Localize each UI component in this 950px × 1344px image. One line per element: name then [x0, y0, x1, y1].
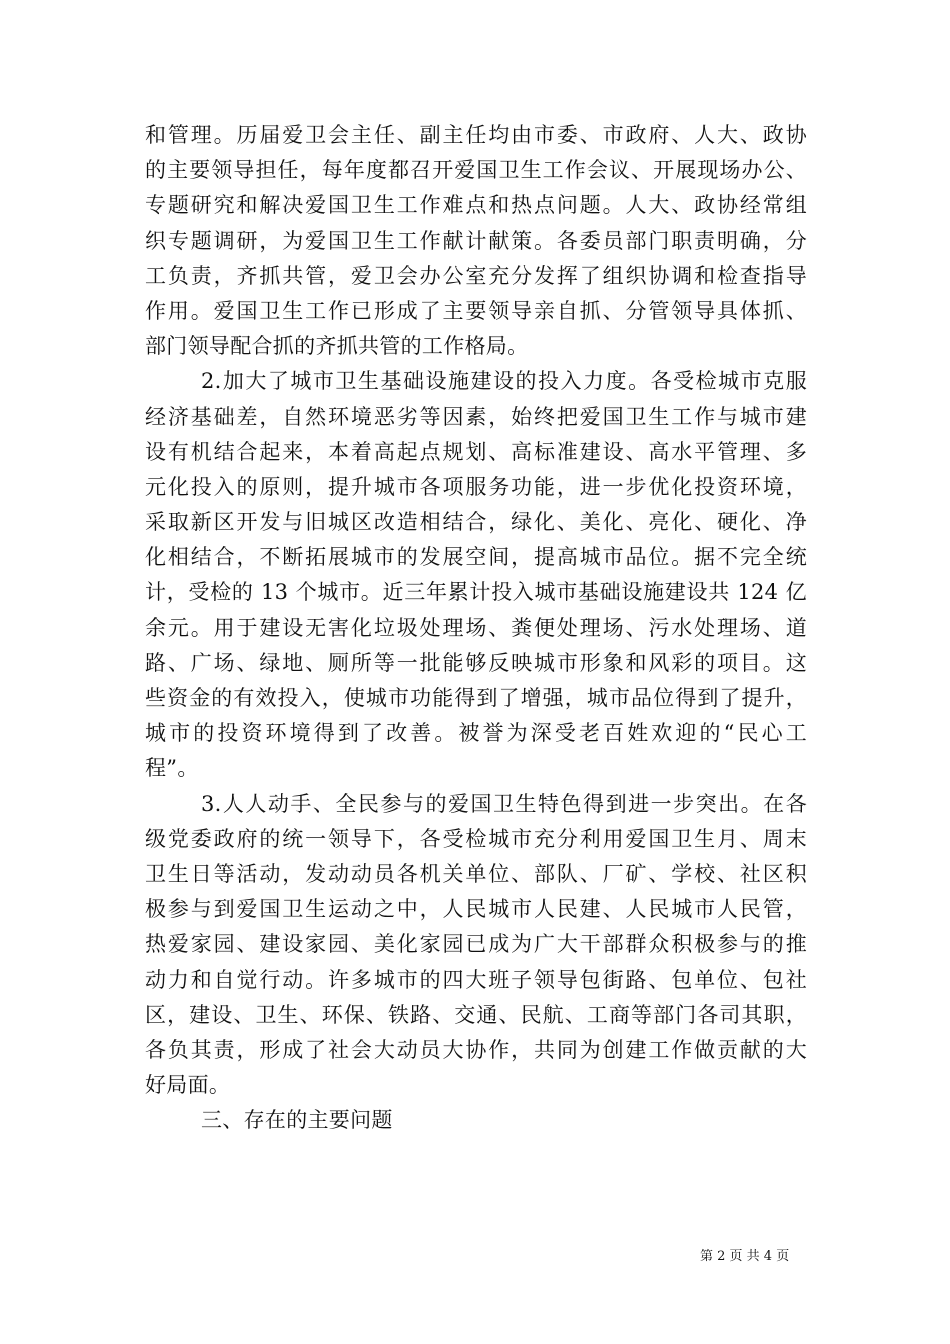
text-line: 计，受检的 13 个城市。近三年累计投入城市基础设施建设共 124 亿 [145, 580, 807, 605]
section-heading: 三、存在的主要问题 [201, 1108, 393, 1133]
paragraph-1 [145, 118, 807, 364]
text-line: 程”。 [145, 756, 199, 781]
text-line: 经济基础差，自然环境恶劣等因素，始终把爱国卫生工作与城市建 [145, 404, 807, 429]
text-line: 城市的投资环境得到了改善。被誉为深受老百姓欢迎的“民心工 [145, 721, 807, 746]
text-line: 2.加大了城市卫生基础设施建设的投入力度。各受检城市克服 [201, 369, 807, 394]
text-line: 专题研究和解决爱国卫生工作难点和热点问题。人大、政协经常组 [145, 193, 807, 218]
paragraph-2 [145, 364, 807, 786]
text-line: 设有机结合起来，本着高起点规划、高标准建设、高水平管理、多 [145, 439, 807, 464]
text-line: 级党委政府的统一领导下，各受检城市充分利用爱国卫生月、周末 [145, 826, 807, 851]
page-number: 第 2 页 共 4 页 [700, 1249, 790, 1264]
text-line: 3.人人动手、全民参与的爱国卫生特色得到进一步突出。在各 [201, 791, 807, 816]
text-line: 余元。用于建设无害化垃圾处理场、粪便处理场、污水处理场、道 [145, 615, 807, 640]
text-line: 好局面。 [145, 1073, 231, 1098]
text-line: 的主要领导担任，每年度都召开爱国卫生工作会议、开展现场办公、 [145, 158, 807, 183]
text-line: 织专题调研，为爱国卫生工作献计献策。各委员部门职责明确，分 [145, 228, 807, 253]
text-line: 和管理。历届爱卫会主任、副主任均由市委、市政府、人大、政协 [145, 123, 807, 147]
text-line: 采取新区开发与旧城区改造相结合，绿化、美化、亮化、硬化、净 [145, 510, 807, 535]
text-line: 区，建设、卫生、环保、铁路、交通、民航、工商等部门各司其职， [145, 1002, 807, 1027]
text-line: 路、广场、绿地、厕所等一批能够反映城市形象和风彩的项目。这 [145, 650, 807, 675]
text-line: 卫生日等活动，发动动员各机关单位、部队、厂矿、学校、社区积 [145, 861, 807, 886]
document-body [145, 118, 807, 1138]
text-line: 工负责，齐抓共管，爱卫会办公室充分发挥了组织协调和检查指导 [145, 263, 807, 288]
text-line: 些资金的有效投入，使城市功能得到了增强，城市品位得到了提升， [145, 686, 807, 710]
text-line: 热爱家园、建设家园、美化家园已成为广大干部群众积极参与的推 [145, 932, 807, 957]
text-line: 极参与到爱国卫生运动之中，人民城市人民建、人民城市人民管， [145, 897, 807, 922]
text-line: 作用。爱国卫生工作已形成了主要领导亲自抓、分管领导具体抓、 [145, 298, 807, 323]
text-line: 化相结合，不断拓展城市的发展空间，提高城市品位。据不完全统 [145, 545, 807, 570]
text-line: 元化投入的原则，提升城市各项服务功能，进一步优化投资环境， [145, 474, 807, 499]
paragraph-3 [145, 787, 807, 1104]
text-line: 各负其责，形成了社会大动员大协作，共同为创建工作做贡献的大 [145, 1037, 807, 1062]
text-line: 动力和自觉行动。许多城市的四大班子领导包街路、包单位、包社 [145, 967, 807, 992]
text-line: 部门领导配合抓的齐抓共管的工作格局。 [145, 334, 529, 359]
